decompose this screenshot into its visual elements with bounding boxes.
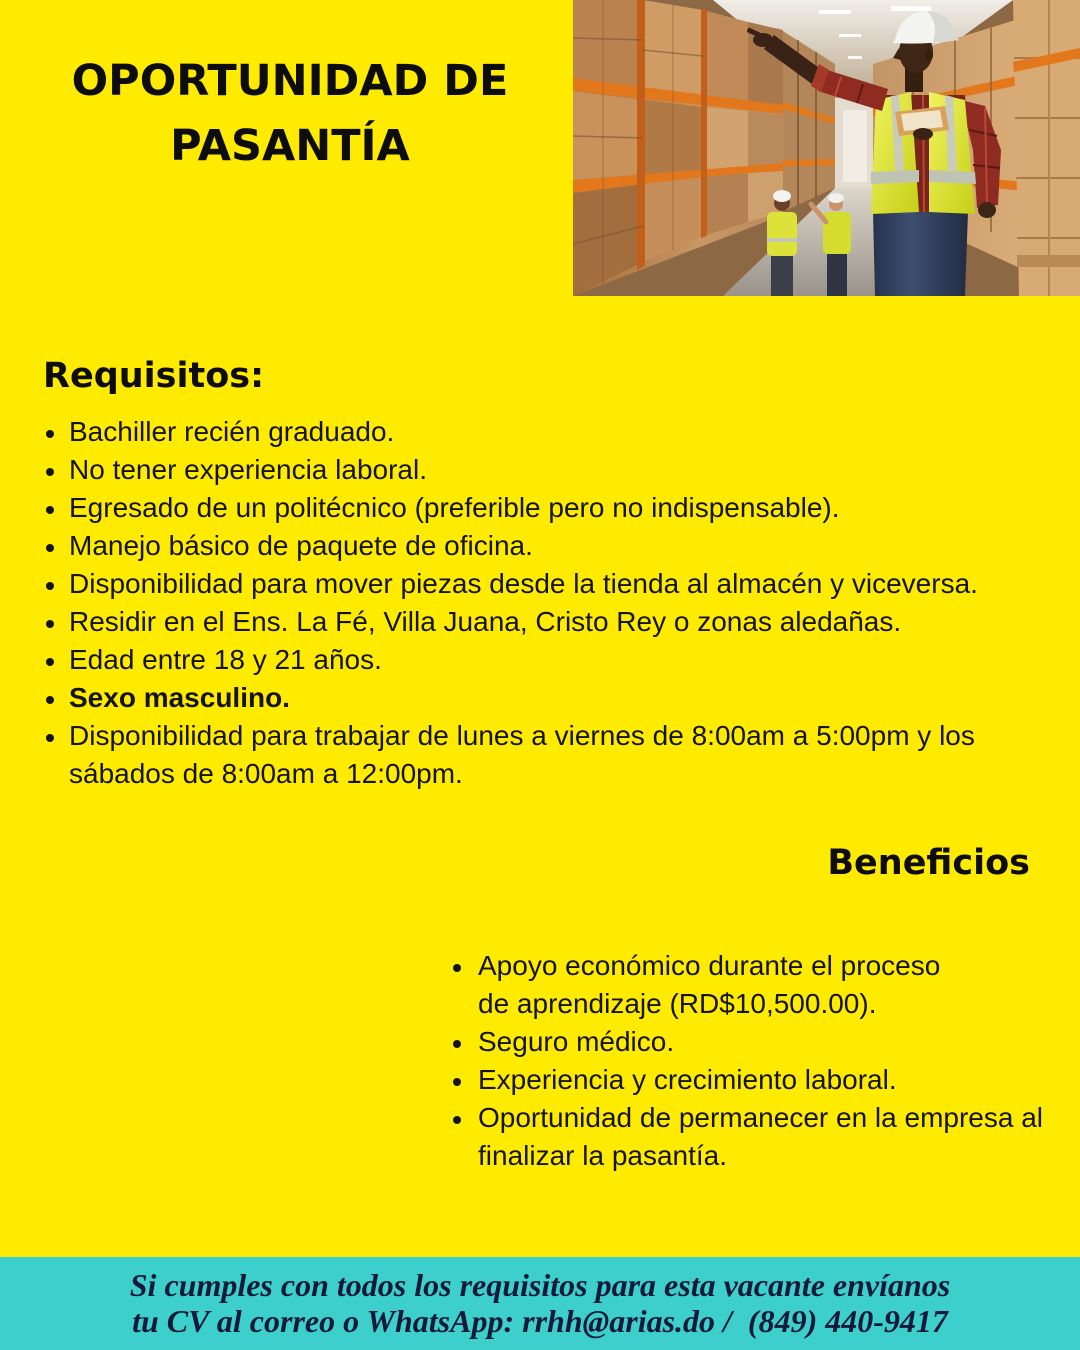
box [703, 107, 748, 170]
benefit-item: Apoyo económico durante el proceso de aprendizaje (RD$10,500.00). [478, 947, 1075, 1023]
ceiling-light [819, 10, 851, 14]
requirement-item: Residir en el Ens. La Fé, Villa Juana, Cristo Rey o zonas aledañas. [69, 603, 1035, 641]
far-aisle [835, 98, 875, 190]
worker-helmet [773, 190, 791, 202]
footer-bar [0, 1257, 1080, 1350]
worker-hand [978, 202, 996, 218]
rack-upright [701, 9, 707, 238]
requirement-item: Disponibilidad para mover piezas desde la tienda al almacén y viceversa. [69, 565, 1035, 603]
ceiling-light [891, 6, 931, 11]
requirement-item: Egresado de un politécnico (preferible pero no indispensable). [69, 489, 1035, 527]
benefit-item: Experiencia y crecimiento laboral. [478, 1061, 1075, 1099]
benefit-item: Seguro médico. [478, 1023, 1075, 1061]
box [573, 91, 643, 180]
ceiling-light [839, 34, 861, 37]
worker-hand [913, 128, 933, 140]
aisle-light [843, 110, 867, 182]
title-line-1: OPORTUNIDAD DE [71, 56, 509, 106]
pallet [1017, 255, 1080, 267]
warehouse-worker-photo-icon [573, 0, 1080, 296]
requirement-item: No tener experiencia laboral. [69, 451, 1035, 489]
requirements-heading: Requisitos: [43, 356, 265, 396]
vest-stripe [767, 238, 797, 242]
benefits-heading: Beneficios [827, 843, 1030, 883]
worker-vest [823, 212, 851, 254]
footer-line-2: tu CV al correo o WhatsApp: rrhh@arias.do / (849) 440-9417 [132, 1303, 948, 1339]
stacked-boxes [1013, 0, 1080, 296]
requirement-item: Manejo básico de paquete de oficina. [69, 527, 1035, 565]
page-title [40, 49, 540, 179]
title-line-2: PASANTÍA [170, 121, 410, 171]
requirement-item-highlighted: Sexo masculino. [69, 679, 1035, 717]
footer-line-1: Si cumples con todos los requisitos para esta vacante envíanos [129, 1267, 951, 1303]
box [573, 0, 643, 88]
worker-jeans [873, 212, 968, 296]
worker-helmet [828, 193, 844, 203]
benefits-list [478, 947, 1075, 1175]
worker-legs [827, 250, 847, 296]
vest-reflective-stripe [929, 170, 976, 184]
vest-reflective-stripe [871, 170, 919, 184]
requirement-item: Bachiller recién graduado. [69, 413, 1035, 451]
warehouse-photo [573, 0, 1080, 296]
requirement-item: Edad entre 18 y 21 años. [69, 641, 1035, 679]
benefit-item: Oportunidad de permanecer en la empresa al finalizar la pasantía. [478, 1099, 1075, 1175]
requirement-item: Disponibilidad para trabajar de lunes a viernes de 8:00am a 5:00pm y los sábados de 8:00am a 12:00pm. [69, 717, 1035, 793]
worker-vest [767, 212, 797, 256]
ceiling-light [848, 56, 862, 59]
box [703, 10, 748, 101]
contact-message [0, 1267, 1080, 1339]
worker-legs [771, 252, 793, 296]
worker-ear [925, 49, 933, 61]
requirements-list [69, 413, 1035, 793]
box [748, 111, 783, 166]
